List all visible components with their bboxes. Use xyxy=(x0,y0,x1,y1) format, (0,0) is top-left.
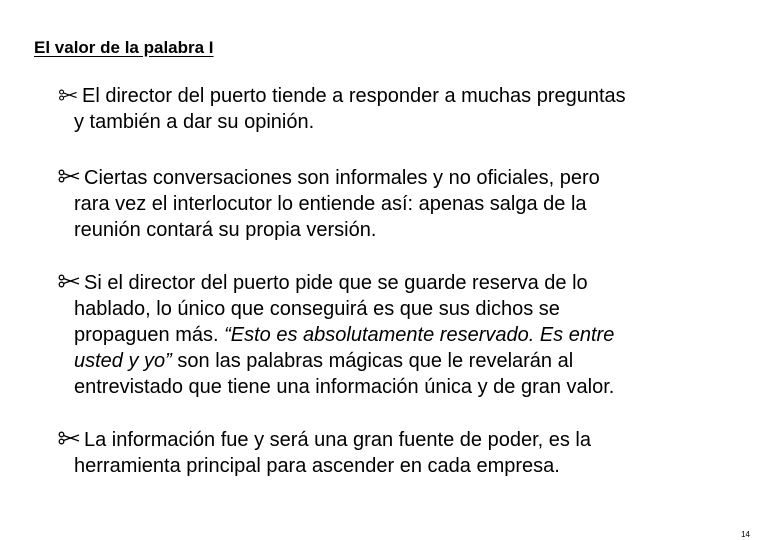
scissors-icon xyxy=(58,274,80,288)
bullet-text: son las palabras mágicas que le revelarán al xyxy=(171,350,574,372)
bullet-text: El director del puerto tiende a responder a muchas preguntas xyxy=(82,85,626,107)
bullet-line: reunión contará su propia versión. xyxy=(74,219,377,241)
bullet-text: Si el director del puerto pide que se guarde reserva de lo xyxy=(84,272,588,294)
bullet-line xyxy=(58,270,748,296)
page-number: 14 xyxy=(741,530,750,539)
bullet-line xyxy=(58,83,748,109)
bullet-line xyxy=(58,165,748,191)
bullet-line xyxy=(58,427,748,453)
scissors-icon xyxy=(58,169,80,183)
bullet-line: herramienta principal para ascender en cada empresa. xyxy=(74,455,560,477)
bullet-text: propaguen más. xyxy=(74,324,225,346)
scissors-icon xyxy=(58,89,78,101)
bullet-item xyxy=(58,270,748,400)
quote-text: usted y yo” xyxy=(74,350,172,372)
quote-text: “Esto es absolutamente reservado. Es entre xyxy=(224,324,615,346)
bullet-item xyxy=(58,427,748,479)
scissors-icon xyxy=(58,431,80,445)
bullet-line: y también a dar su opinión. xyxy=(74,111,315,133)
bullet-line: entrevistado que tiene una información única y de gran valor. xyxy=(74,376,615,398)
bullet-line xyxy=(58,348,748,374)
bullet-line xyxy=(58,322,748,348)
bullet-text: Ciertas conversaciones son informales y no oficiales, pero xyxy=(84,167,600,189)
bullet-line: rara vez el interlocutor lo entiende así: apenas salga de la xyxy=(74,193,587,215)
bullet-item xyxy=(58,165,748,243)
slide-title: El valor de la palabra I xyxy=(34,38,214,57)
bullet-text: La información fue y será una gran fuente de poder, es la xyxy=(84,429,592,451)
bullet-line: hablado, lo único que conseguirá es que sus dichos se xyxy=(74,298,560,320)
bullet-item xyxy=(58,83,748,135)
